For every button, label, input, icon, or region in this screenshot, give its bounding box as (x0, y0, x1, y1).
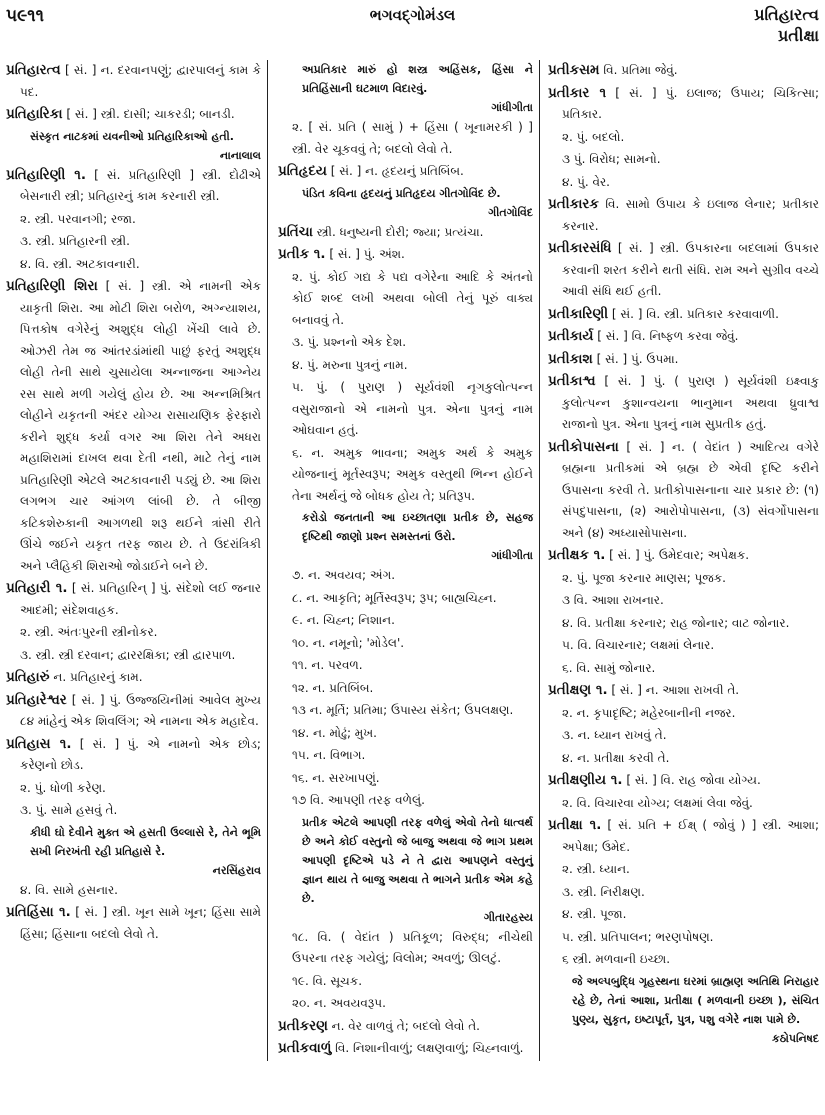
headword: પ્રતીકાશ (548, 350, 593, 367)
quote-source: ગીતગોવિંદ (488, 205, 533, 219)
quote-text: અપ્રતિકાર મારું હો શસ્ત્ર અહિંસક, હિંસા ને પ્રતિહિંસાની ઘટમાળ વિદારવું. (302, 63, 533, 95)
sub-sense (6, 800, 261, 822)
quote-text: કરોડો જનતાની આ ઇચ્છાતણા પ્રતીક છે, સહજ દૃષ્ટિથી જાણો પ્રશ્ન સમસ્તનાં ઉરો. (302, 511, 533, 543)
sub-sense (278, 117, 533, 160)
sub-sense (278, 745, 533, 767)
dictionary-entry (6, 578, 261, 621)
citation-quote (6, 127, 261, 165)
sub-sense (278, 377, 533, 442)
sub-sense (278, 588, 533, 610)
sense-text: ૪. વિ. સામે હસનાર. (20, 882, 118, 897)
dictionary-entry (6, 734, 261, 777)
sense-text: ૬. ન. અમુક ભાવના; અમુક અર્થ કે અમુક યોજનાનું મૂર્તસ્વરૂપ; અમુક વસ્તુથી ભિન્ન હોઈને તેના અર્થનું જે બોધક હોય તે; પ્રતિરૂપ. (292, 445, 533, 503)
sense-text: ૩ પું. વિરોધ; સામનો. (562, 152, 661, 166)
headword: પ્રતીક્ષણ ૧. (548, 682, 608, 698)
headword: પ્રતિહારી ૧. (6, 580, 68, 596)
sense-text: ૧૬. ન. સરખાપણું. (292, 770, 380, 785)
definition-text: [ સં. ] ન. હૃદયનું પ્રતિબિંબ. (326, 164, 464, 178)
dictionary-entry (548, 60, 819, 82)
sense-text: ૧૭ વિ. આપણી તરફ વળેલું. (292, 793, 425, 807)
dictionary-entry (548, 349, 819, 371)
sub-sense (6, 209, 261, 231)
sense-text: ૨. ન. કૃપાદૃષ્ટિ; મહેરબાનીની નજર. (562, 705, 736, 720)
definition-text: ન. પ્રતિહારનું કામ. (49, 670, 143, 684)
definition-text: [ સં. ] પું. એ નામનો એક છોડ; કરેણનો છોડ. (20, 736, 261, 772)
sense-text: ૪. સ્ત્રી. પૂજા. (562, 907, 627, 921)
headword: પ્રતીકસમ (548, 62, 600, 78)
dictionary-entry (6, 165, 261, 208)
sense-text: ૬. વિ. સામું જોનાર. (562, 660, 656, 675)
definition-text: વિ. પ્રતિમા જેવું. (599, 63, 678, 77)
definition-text: ન. વેર વાળવું તે; બદલો લેવો તે. (327, 1018, 480, 1033)
sub-sense (548, 904, 819, 926)
sense-text: ૧૩ ન. મૂર્તિ; પ્રતિમા; ઉપાસ્ય સંકેત; ઉપલક્ષણ. (292, 703, 514, 717)
page-header (0, 0, 825, 56)
definition-text: [ સં. ] ન. દરવાનપણું; દ્વારપાલનું કામ કે પદ. (20, 63, 261, 99)
quote-source: ગાંધીગીતા (491, 101, 533, 114)
headword: પ્રતિહિંસા ૧. (6, 904, 71, 920)
sense-text: ૧૨. ન. પ્રતિબિંબ. (292, 680, 374, 695)
dictionary-entry (548, 545, 819, 567)
sub-sense (548, 725, 819, 747)
sub-sense (548, 127, 819, 149)
sub-sense (278, 355, 533, 377)
dictionary-entry (6, 902, 261, 945)
dictionary-entry (548, 680, 819, 702)
sense-text: ૪. વિ. પ્રતીક્ષા કરનાર; રાહ જોનાર; વાટ જોનાર. (562, 615, 790, 630)
definition-text: વિ. નિશાનીવાળું; લક્ષણવાળું; ચિહ્નવાળું. (331, 1041, 524, 1055)
definition-text: [ સં. ] પું. ઉમેદવાર; અપેક્ષક. (605, 548, 750, 562)
sub-sense (278, 790, 533, 812)
sense-text: ૩ વિ. આશા રાખનાર. (562, 593, 664, 607)
sense-text: ૩. સ્ત્રી. નિરીક્ષણ. (562, 884, 645, 899)
sub-sense (6, 778, 261, 800)
sub-sense (278, 610, 533, 632)
dictionary-entry (6, 690, 261, 733)
sub-sense (548, 882, 819, 904)
sub-sense (278, 927, 533, 970)
sense-text: ૫. વિ. વિચારનાર; લક્ષમાં લેનાર. (562, 638, 715, 652)
citation-quote (278, 60, 533, 117)
dictionary-entry (278, 1016, 533, 1038)
sub-sense (548, 149, 819, 171)
definition-text: [ સં. ] પું. ઉપમા. (592, 351, 679, 366)
sub-sense (548, 172, 819, 194)
sense-text: ૨. પું. કોઈ ગદ્ય કે પદ્ય વગેરેના આદિ કે અંતનો કોઈ શબ્દ લખી અથવા બોલી તેનું પૂરું વાક્ય બનાવવું તે. (292, 269, 533, 327)
sense-text: ૩. સ્ત્રી. પ્રતિહારની સ્ત્રી. (20, 234, 130, 248)
sub-sense (548, 613, 819, 635)
sense-text: ૭. ન. અવયવ; અંગ. (292, 568, 396, 582)
sub-sense (548, 949, 819, 971)
headword: પ્રતીકાશ્વ (548, 373, 596, 389)
sense-text: ૬ સ્ત્રી. મળવાની ઇચ્છા. (562, 952, 671, 966)
definition-text: [ સં. ] વિ. નિષ્ફળ કરવા જેવું. (593, 329, 739, 343)
headword: પ્રતીક્ષણીય ૧. (548, 772, 623, 788)
headword: પ્રતીકારસંધિ (548, 240, 612, 256)
sense-text: ૩. ન. ધ્યાન રાખવું તે. (562, 728, 667, 742)
definition-text: [ સં. ] વિ. રાહ જોવા યોગ્ય. (622, 773, 761, 787)
column-1 (0, 60, 268, 1061)
headword: પ્રતીક્ષક ૧. (548, 547, 606, 563)
sub-sense (548, 859, 819, 881)
headword: પ્રતીકરણ (278, 1017, 328, 1034)
headword: પ્રતિહારિણી શિરા (6, 278, 98, 294)
sub-sense (278, 768, 533, 790)
sense-text: ૩. પું. સામે હસવું તે. (20, 803, 118, 817)
headword: પ્રતીક્ષા ૧. (548, 817, 602, 833)
sense-text: ૩. સ્ત્રી. સ્ત્રી દરવાન; દ્વારરક્ષિકા; સ્ત્રી દ્વારપાળ. (20, 647, 236, 662)
sense-text: ૩. પું. પ્રશ્નનો એક દેશ. (292, 335, 407, 349)
sub-sense (548, 748, 819, 770)
quote-text: સંસ્કૃત નાટકમાં યવનીઓ પ્રતિહારિકાઓ હતી. (30, 129, 234, 143)
headword: પ્રતીકારક (548, 196, 599, 212)
sense-text: ૯. ન. ચિહ્ન; નિશાન. (292, 613, 395, 627)
sub-sense (278, 700, 533, 722)
sense-text: ૧૫. ન. વિભાગ. (292, 748, 366, 762)
sub-sense (278, 565, 533, 587)
headword: પ્રતીકોપાસના (548, 438, 619, 455)
headword: પ્રતિહારત્વ (6, 62, 61, 78)
sense-text: ૧૧. ન. પરવળ. (292, 658, 363, 672)
sub-sense (6, 254, 261, 276)
dictionary-entry (6, 104, 261, 126)
definition-text: [ સં. ] ન. ( વેદાંત ) આદિત્ય વગેરે બ્રહ્મના પ્રતીકમાં એ બ્રહ્મ છે એવી દૃષ્ટિ કરીને ઉપાસના કરવી તે. પ્રતીકોપાસનાના ચાર પ્રકાર છે: (૧) સંપદુપાસના, (૨) આરોપોપાસના, (૩) સંવર્ગોપાસના અને (૪) અધ્યાસોપાસના. (562, 439, 819, 540)
sense-text: ૨. [ સં. પ્રતિ ( સામું ) + હિંસા ( ખૂનામરકી ) ] સ્ત્રી. વેર ચૂકવવું તે; બદલો લેવો તે. (292, 120, 533, 156)
column-3 (540, 60, 825, 1061)
headword: પ્રતિંચા (278, 223, 313, 240)
sub-sense (278, 723, 533, 745)
dictionary-entry (548, 83, 819, 126)
sub-sense (278, 332, 533, 354)
definition-text: [ સં. પ્રતિહારિણી ] સ્ત્રી. દોઢીએ બેસનારી સ્ત્રી; પ્રતિહારનું કામ કરનારી સ્ત્રી. (20, 167, 261, 203)
dictionary-entry (548, 437, 819, 545)
definition-text: વિ. સામો ઉપાય કે ઇલાજ લેનાર; પ્રતીકાર કરનાર. (562, 197, 819, 233)
sub-sense (278, 633, 533, 655)
quote-source: ગાંધીગીતા (491, 549, 533, 562)
quote-source: નાનાલાલ (219, 148, 261, 162)
dictionary-entry (548, 238, 819, 303)
book-title: ભગવદ્ગોમંડલ (369, 6, 456, 24)
sub-sense (278, 971, 533, 993)
citation-quote (278, 813, 533, 927)
quote-text: કીધી ઘો દેવીને મુક્ત એ હસતી ઉલ્લાસે રે, તેને ભૂમિ સખી નિરખંતી રહી પ્રતિહાસે રે. (30, 825, 261, 858)
sub-sense (278, 993, 533, 1015)
dictionary-entry (278, 161, 533, 183)
sense-text: ૪. ન. પ્રતીક્ષા કરવી તે. (562, 750, 670, 765)
definition-text: [ સં. ] પું. અંશ. (325, 247, 405, 261)
definition-text: [ સં. ] સ્ત્રી. દાસી; ચાકરડી; બાનડી. (62, 107, 235, 121)
quote-source: કઠોપનિષદ (771, 1031, 819, 1045)
citation-quote (278, 508, 533, 565)
quote-text: પ્રતીક એટલે આપણી તરફ વળેલું એવો તેનો ધાત્વર્થ છે અને કોઈ વસ્તુનો જે બાજુ અથવા જે ભાગ પ્રથમ આપણી દૃષ્ટિએ પડે ને તે દ્વારા આપણને વસ્તુનું જ્ઞાન થાય તે બાજુ અથવા તે ભાગને પ્રતીક એમ કહે છે. (302, 815, 533, 905)
sub-sense (548, 590, 819, 612)
definition-text: [ સં. પ્રતિહારિન્ ] પું. સંદેશો લઈ જનાર આદમી; સંદેશવાહક. (20, 581, 261, 617)
sense-text: ૪. પું. વેર. (562, 174, 610, 189)
sense-text: ૮. ન. આકૃતિ; મૂર્તિસ્વરૂપ; રૂપ; બાહ્યચિહ્ન. (292, 590, 497, 605)
sense-text: ૪. વિ. સ્ત્રી. અટકાવનારી. (20, 256, 140, 271)
headword: પ્રતિહાસ ૧. (6, 735, 72, 752)
sub-sense (548, 793, 819, 815)
sense-text: ૨. સ્ત્રી. ધ્યાન. (562, 862, 630, 876)
quote-text: જે અલ્પબુદ્ધિ ગૃહસ્થના ઘરમાં બ્રાહ્મણ અતિથિ નિરાહાર રહે છે, તેનાં આશા, પ્રતીક્ષા ( મળવાની ઇચ્છા ), સંચિત પુણ્ય, સુકૃત, ઇષ્ટાપૂર્ત, પુત્ર, પશુ વગેરે નાશ પામે છે. (572, 974, 819, 1026)
sense-text: ૨. સ્ત્રી. અંતઃપુરની સ્ત્રીનોકર. (20, 625, 158, 639)
definition-text: [ સં. ] વિ. સ્ત્રી. પ્રતિકાર કરવાવાળી. (608, 306, 779, 321)
dictionary-entry (548, 326, 819, 348)
definition-text: [ સં. પ્રતિ + ઈક્ષ્ ( જોવું ) ] સ્ત્રી. આશા; અપેક્ષા; ઉમેદ. (562, 818, 819, 854)
dictionary-entry (548, 194, 819, 237)
quote-source: ગીતારહસ્ય (483, 910, 533, 924)
dictionary-entry (548, 770, 819, 792)
sense-text: ૧૯. વિ. સૂચક. (292, 973, 363, 988)
sense-text: ૫. સ્ત્રી. પ્રતિપાલન; ભરણપોષણ. (562, 929, 714, 944)
definition-text: [ સં. ] સ્ત્રી. ઉપકારના બદલામાં ઉપકાર કરવાની શરત કરીને થતી સંધિ. રામ અને સુગ્રીવ વચ્ચે આવી સંધિ થઈ હતી. (562, 241, 819, 298)
page-number: ૫૯૧૧ (6, 6, 44, 26)
dictionary-entry (548, 371, 819, 436)
dictionary-entry (278, 222, 533, 244)
sense-text: ૨. પું. ધોળી કરેણ. (20, 780, 106, 795)
sub-sense (548, 658, 819, 680)
quote-source: નરસિંહરાવ (212, 863, 261, 877)
sense-text: ૨. પું. પૂજા કરનાર માણસ; પૂજક. (562, 570, 726, 585)
dictionary-entry (278, 244, 533, 266)
citation-quote (6, 823, 261, 880)
dictionary-entry (278, 1038, 533, 1060)
definition-text: [ સં. ] પું. ઇલાજ; ઉપાય; ચિકિત્સા; પ્રતિકાર. (562, 85, 819, 121)
definition-text: [ સં. ] પું. ( પુરાણ ) સૂર્યવંશી ઇક્ષ્વાકુ કુલોત્પન્ન કુશાન્વયના ભાનુમાન અથવા ધ્રુવાશ્વ રાજાનો પુત્ર. એના પુત્રનું નામ સુપ્રતીક હતું. (562, 374, 819, 431)
headword: પ્રતિહારિણી ૧. (6, 166, 87, 183)
dictionary-columns (0, 60, 825, 1061)
sub-sense (6, 645, 261, 667)
definition-text: સ્ત્રી. ધનુષ્યની દોરી; જ્યા; પ્રત્યંચા. (312, 224, 484, 239)
guide-word-last: પ્રતીક્ષા (777, 26, 819, 45)
sub-sense (278, 267, 533, 332)
dictionary-entry (548, 304, 819, 326)
sub-sense (6, 880, 261, 902)
headword: પ્રતીકાર્ય (548, 328, 594, 344)
sub-sense (278, 655, 533, 677)
sub-sense (6, 622, 261, 644)
sub-sense (548, 927, 819, 949)
sub-sense (6, 231, 261, 253)
sense-text: ૧૮. વિ. ( વેદાંત ) પ્રતિકૂળ; વિરુદ્ધ; નીચેથી ઉપરના તરફ ગયેલું; વિલોમ; અવળું; ઊલટું. (292, 929, 533, 965)
headword: પ્રતિહારું (6, 669, 50, 685)
definition-text: [ સં. ] પું. ઉજ્જયિનીમાં આવેલ મુખ્ય ૮૪ માંહેનું એક શિવલિંગ; એ નામના એક મહાદેવ. (20, 692, 261, 728)
sense-text: ૧૪. ન. મોઢું; મુખ. (292, 725, 377, 740)
headword: પ્રતીક ૧. (278, 246, 326, 262)
dictionary-entry (6, 667, 261, 689)
headword: પ્રતીકાર ૧ (548, 84, 607, 101)
sub-sense (548, 703, 819, 725)
headword: પ્રતિહારિકા (6, 106, 63, 122)
sense-text: ૨. વિ. વિચારવા યોગ્ય; લક્ષમાં લેવા જેવું. (562, 795, 753, 810)
dictionary-entry (6, 276, 261, 577)
sub-sense (548, 568, 819, 590)
headword: પ્રતીકવાળું (278, 1040, 332, 1056)
citation-quote (278, 184, 533, 222)
sense-text: ૧૦. ન. નમૂનો; 'મોડેલ'. (292, 635, 405, 650)
sense-text: ૫. પું. ( પુરાણ ) સૂર્યવંશી નૃગકુલોત્પન્ન વસુરાજાનો એ નામનો પુત્ર. એના પુત્રનું નામ ઓઘવાન હતું. (292, 380, 533, 437)
headword: પ્રતિહારેશ્વર (6, 691, 67, 708)
guide-word-first: પ્રતિહારત્વ (754, 5, 819, 24)
sense-text: ૨. પું. બદલો. (562, 129, 625, 144)
citation-quote (548, 972, 819, 1048)
definition-text: [ સં. ] સ્ત્રી. ખૂન સામે ખૂન; હિંસા સામે હિંસા; હિંસાના બદલો લેવો તે. (20, 905, 261, 941)
sub-sense (278, 443, 533, 508)
definition-text: [ સં. ] સ્ત્રી. એ નામની એક યાકૃતી શિરા. આ મોટી શિરા બરોળ, અગ્ન્યાશય, પિત્તકોષ વગેરેનું અશુદ્ધ લોહી ખેંચી લાવે છે. ઓઝરી તેમ જ આંતરડાંમાંથી પાછું ફરતું અશુદ્ધ લોહી તેની સાથે ચુસાયેલા અન્નાજના આગ્નેય રસ સાથે મળી ગયેલું હોય છે. આ અન્નમિશ્રિત લોહીને યકૃતની અંદર યોગ્ય રાસાયણિક ફેરફારો કરીને શુદ્ધ કર્યા વગર આ શિરા તેને અધરા મહાશિરામાં દાખલ થવા દેતી નથી, માટે તેનું નામ પ્રતિહારિણી એટલે અટકાવનારી પડ્યું છે. આ શિરા લગભગ ચાર આંગળ લાંબી છે. તે બીજી કટિકશેરુકાની આગળથી શરૂ થઈને ત્રાંસી રીતે ઊંચે જઈને યકૃત તરફ જાય છે. તે ઉદરાંત્રિકી અને પ્લૈહિકી શિરાઓ જોડાઈને બને છે. (20, 279, 262, 573)
sub-sense (548, 635, 819, 657)
sense-text: ૨૦. ન. અવયવરૂપ. (292, 996, 386, 1010)
column-2 (268, 60, 540, 1061)
dictionary-entry (548, 815, 819, 858)
quote-text: પંડિત કવિના હૃદયનું પ્રતિહૃદય ગીતગોવિંદ છે. (302, 186, 501, 200)
dictionary-entry (6, 60, 261, 103)
definition-text: [ સં. ] ન. આશા રાખવી તે. (607, 683, 740, 697)
headword: પ્રતિહૃદય (278, 163, 327, 179)
headword: પ્રતીકારિણી (548, 305, 609, 322)
sense-text: ૪. પું. મરુના પુત્રનું નામ. (292, 357, 408, 372)
guide-words (754, 4, 819, 46)
sense-text: ૨. સ્ત્રી. પરવાનગી; રજા. (20, 211, 136, 226)
sub-sense (278, 678, 533, 700)
